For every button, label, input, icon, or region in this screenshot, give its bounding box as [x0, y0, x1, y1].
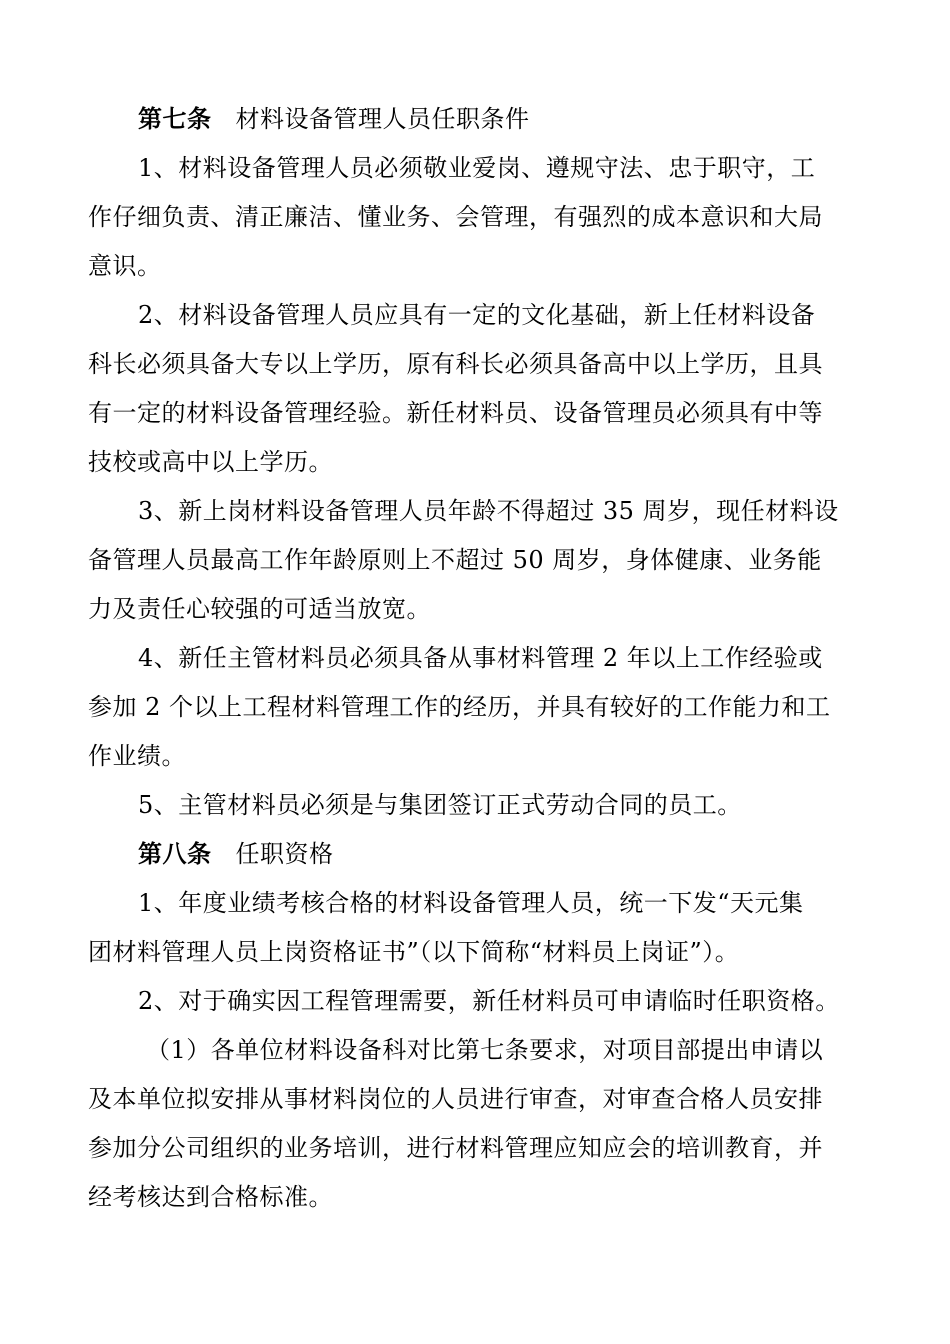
text-line: 有一定的材料设备管理经验。新任材料员、设备管理员必须具有中等	[88, 399, 823, 427]
text-line: 意识。	[88, 252, 162, 280]
text-line: 2、材料设备管理人员应具有一定的文化基础，新上任材料设备	[138, 301, 816, 329]
text-line: 1、年度业绩考核合格的材料设备管理人员，统一下发“天元集	[138, 889, 804, 917]
text-line: 5、主管材料员必须是与集团签订正式劳动合同的员工。	[138, 791, 742, 819]
text-line: 科长必须具备大专以上学历，原有科长必须具备高中以上学历，且具	[88, 350, 823, 378]
text-line: 技校或高中以上学历。	[88, 448, 333, 476]
text-line: 1、材料设备管理人员必须敬业爱岗、遵规守法、忠于职守，工	[138, 154, 816, 182]
text-line: 团材料管理人员上岗资格证书”（以下简称“材料员上岗证”）。	[88, 938, 740, 966]
text-line: 4、新任主管材料员必须具备从事材料管理 2 年以上工作经验或	[138, 644, 823, 672]
article-7-number: 第七条	[138, 105, 212, 133]
article-8-number: 第八条	[138, 840, 212, 868]
text-line: 3、新上岗材料设备管理人员年龄不得超过 35 周岁，现任材料设	[138, 497, 839, 525]
text-line: 作业绩。	[88, 742, 186, 770]
text-line: 2、对于确实因工程管理需要，新任材料员可申请临时任职资格。	[138, 987, 840, 1015]
article-7-heading	[88, 95, 860, 144]
text-line: 作仔细负责、清正廉洁、懂业务、会管理，有强烈的成本意识和大局	[88, 203, 823, 231]
text-line: 及本单位拟安排从事材料岗位的人员进行审查，对审查合格人员安排	[88, 1085, 823, 1113]
document-body	[88, 95, 860, 1222]
article-7-paragraphs	[88, 144, 860, 830]
text-line: 参加分公司组织的业务培训，进行材料管理应知应会的培训教育，并	[88, 1134, 823, 1162]
article-8-heading	[88, 830, 860, 879]
article-8-title: 任职资格	[235, 840, 334, 868]
article-8-paragraphs	[88, 879, 860, 1222]
text-line: 备管理人员最高工作年龄原则上不超过 50 周岁，身体健康、业务能	[88, 546, 822, 574]
text-line: 参加 2 个以上工程材料管理工作的经历，并具有较好的工作能力和工	[88, 693, 831, 721]
text-line: （1）各单位材料设备科对比第七条要求，对项目部提出申请以	[146, 1036, 824, 1064]
article-7-title: 材料设备管理人员任职条件	[235, 105, 530, 133]
text-line: 经考核达到合格标准。	[88, 1183, 333, 1211]
text-line: 力及责任心较强的可适当放宽。	[88, 595, 431, 623]
